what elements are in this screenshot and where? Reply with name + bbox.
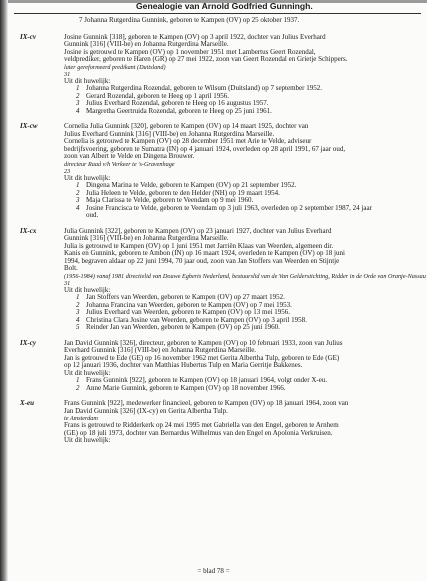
entry-note: directeur Raad v/h Verkeer te 's-Gravenhage [64,160,175,168]
entry-text-line: zoon van Albert te Velde en Dingena Brouwer. [64,152,195,160]
entry-ref-number: 31 [64,70,71,78]
entry-ref-number: 23 [64,167,71,175]
child-number: 1 [76,84,80,92]
entry-note: (1956-1984) vanaf 1981 directielid van Douwe Egberts Nederland, bestuurslid van de Van Gelderstichting, Ridder in de Orde van Oranje-Nassau [64,272,426,280]
children-list [64,85,421,115]
children-list [64,182,421,220]
entry-note: te Amsterdam [64,415,98,422]
entry-text-line: bedrijfsvoering, geboren te Sumatra (IN) op 4 januari 1924, overleden op 28 april 1991, 67 jaar oud, [64,144,346,153]
entry-note: later gereformeerd predikant (Duitsland) [64,63,166,71]
entry-text-line: Gunnink [316] (VIII-be) en Johanna Rutgerdina Marseille. [64,40,229,48]
child-text: Reinder Jan van Weerden, geboren te Kampen (OV) op 25 juni 1960. [86,323,280,331]
child-number: 4 [76,315,80,324]
children-intro: Uit dit huwelijk: [64,76,111,85]
child-number: 2 [76,300,80,309]
child-text: Dingena Marina te Velde, geboren te Kampen (OV) op 21 september 1952. [86,181,297,189]
child-text: Anne Marie Gunnink, geboren te Kampen (OV) op 18 november 1966. [86,383,286,392]
entry-text-line: Bolt. [64,264,78,272]
children-intro: Uit dit huwelijk: [64,368,111,377]
child-number: 2 [76,383,80,392]
carryover-child [14,17,421,25]
scan-binding-shadow [0,0,8,581]
genealogy-entry [14,226,426,332]
page-header: Genealogie van Arnold Godfried Gunningh. [136,1,313,11]
entry-text-line: Gunnink [316] (VIII-be) en Johanna Rutgerdina Marseille. [64,234,229,242]
child-number: 4 [76,203,80,212]
child-number: 5 [76,323,80,331]
child-number: 1 [76,293,80,301]
generation-code: X-eu [20,399,34,407]
entry-text-line: Jan is getrouwd te Ede (GE) op 16 november 1962 met Gerita Albertha Tulp, geboren te Ede (GE) [64,353,340,362]
child-text: Johanna Francina van Weerden, geboren te Kampen (OV) op 7 mei 1953. [86,300,292,309]
entry-ref-number: 31 [64,279,71,287]
child-text: Julia Heleen te Velde, geboren te den Helder (NH) op 19 maart 1954. [86,188,280,197]
entry-text-line: Frans Gunnink [922], medewerker financieel, geboren te Kampen (OV) op 18 januari 1964, zoon van [64,399,349,407]
entry-text-line: (GE) op 18 juli 1973, dochter van Bernardus Wilhelmus van den Engel en Apolonia Verkruisen. [64,428,333,437]
entry-text-line: 1994, begraven aldaar op 22 juni 1994, 70 jaar oud, zoon van Jan Stoffers van Weerden en Stijntje [64,256,340,265]
entry-text-line: Julius Everhard Gunnink [316] (VIII-be) en Johanna Rutgerdina Marseille. [64,129,275,138]
entry-text-line: Jan David Gunnink [326], directeur, geboren te Kampen (OV) op 10 februari 1933, zoon van Julius [64,338,343,347]
child-text: Jan Stoffers van Weerden, geboren te Kampen (OV) op 27 maart 1952. [86,293,285,301]
entry-text-line: Josine Gunnink [318], geboren te Kampen (OV) op 3 april 1922, dochter van Julius Everhard [64,32,326,41]
entry-text-line: Josine is getrouwd te Kampen (OV) op 1 november 1951 met Lambertus Geert Rozendal, [64,47,316,56]
page-footer: = blad 78 = [197,567,230,575]
entry-text-line: Everhard Gunnink [316] (VIII-be) en Johanna Rutgerdina Marseille. [64,346,257,354]
header-rule [14,13,421,14]
child-number: 2 [76,91,80,100]
carryover-text: Johanna Rutgerdina Gunnink, geboren te Kampen (OV) op 25 oktober 1937. [84,16,300,24]
child-text: Johanna Rutgerdina Rozendal, geboren te Wilsum (Duitsland) op 7 september 1952. [86,84,322,92]
entry-text-line: Jan David Gunnink [326] (IX-cy) en Gerita Albertha Tulp. [64,406,228,415]
entry-text-line: Cornelia is getrouwd te Kampen (OV) op 28 december 1951 met Arie te Velde, adviseur [64,137,312,145]
child-number: 3 [76,196,80,204]
child-item [76,212,421,220]
entry-text-line: op 12 januari 1936, dochter van Matthias Hubertus Tulp en Maria Gerritje Bakkenes. [64,361,303,369]
child-text: Julius Everhard van Weerden, geboren te Kampen (OV) op 13 mei 1956. [86,308,290,316]
child-item [76,108,421,116]
child-item [76,385,421,393]
children-list [64,294,421,332]
child-text: Gerard Rozendal, geboren te Heeg op 1 april 1956. [86,91,230,100]
entry-text-line: Julia is getrouwd te Kampen (OV) op 1 juni 1951 met Jarriën Klaas van Weerden, algemeen dir. [64,241,334,250]
child-text: Julius Everhard Rozendal, geboren te Heeg op 16 augustus 1957. [86,99,269,107]
genealogy-entry [14,123,421,220]
genealogy-entry [14,400,421,445]
child-text: Josine Francisca te Velde, geboren te Veendam op 3 juli 1963, overleden op 2 september 1987, 24 jaar [86,203,372,212]
child-text: Christina Clara Josine van Weerden, geboren te Kampen (OV) op 3 april 1958. [86,315,307,324]
genealogy-entry [14,34,421,116]
child-number: 3 [76,99,80,107]
entry-text-line: veldprediker, geboren te Haren (GR) op 27 mei 1922, zoon van Geert Rozendal en Grietje Schippers. [64,55,348,63]
entry-text-line: Julia Gunnink [322], geboren te Kampen (OV) op 23 januari 1927, dochter van Julius Everhard [64,226,332,235]
carryover-num: 7 [79,16,83,24]
children-intro: Uit dit huwelijk: [64,173,111,182]
child-text: oud. [86,211,99,219]
generation-code: IX-cx [20,226,37,235]
generation-code: IX-cv [20,32,36,41]
child-number: 2 [76,188,80,197]
entry-text-line: Kanis en Gunnink, geboren te Ambon (IN) op 16 maart 1924, overleden te Kampen (OV) op 18 juni [64,249,345,257]
children-intro: Uit dit huwelijk: [64,436,111,444]
entry-text-line: Cornelia Julia Gunnink [320], geboren te Kampen (OV) op 14 maart 1925, dochter van [64,122,309,130]
genealogy-entry [14,340,421,393]
entries-list [14,32,426,445]
child-text: Maja Clarissa te Velde, geboren te Veendam op 9 mei 1960. [86,196,254,204]
child-number: 3 [76,308,80,316]
child-text: Frans Gunnink [922], geboren te Kampen (OV) op 18 januari 1964, volgt onder X-eu. [86,376,328,384]
children-list [64,377,421,392]
child-number: 4 [76,106,80,115]
generation-code: IX-cy [20,338,36,347]
generation-code: IX-cw [20,122,38,130]
page-content [14,1,426,453]
children-intro: Uit dit huwelijk: [64,285,111,294]
child-number: 1 [76,376,80,384]
child-item [76,205,421,213]
entry-text-line: Frans is getrouwd te Ridderkerk op 24 mei 1995 met Gabriella van den Engel, geboren te Arnhem [64,421,339,429]
child-text: Margretha Geertruida Rozendal, geboren te Heeg op 25 juni 1961. [86,106,272,115]
child-item [76,324,421,332]
child-number: 1 [76,181,80,189]
